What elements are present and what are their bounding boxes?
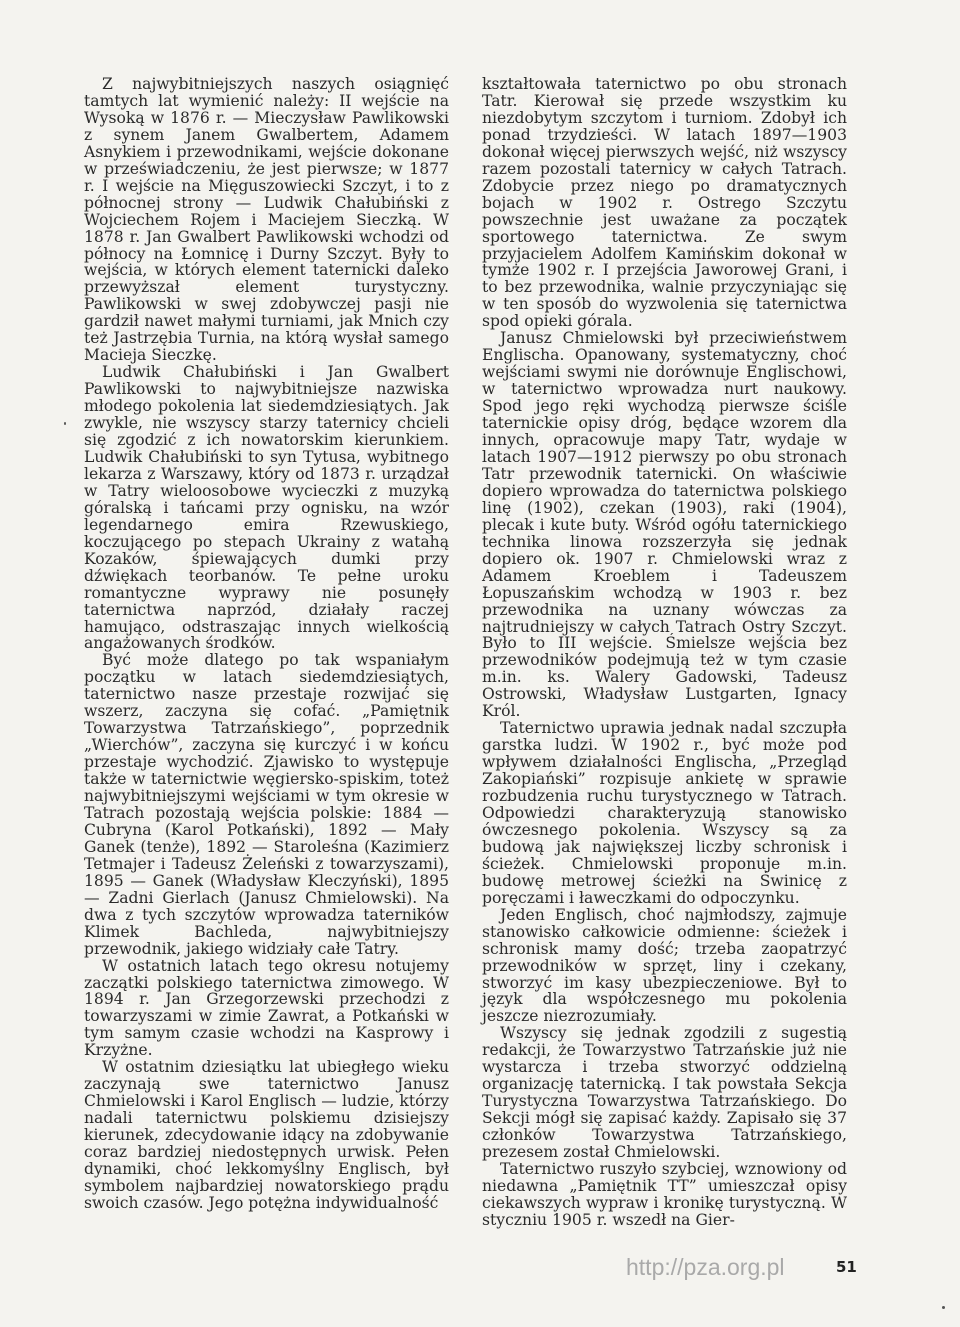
paragraph: Taternictwo uprawia jednak nadal szczupła garstka ludzi. W 1902 r., być może pod wpływem działalności Englischa, „Przegląd Zakopiański” rozpisuje ankietę w sprawie rozbudzenia ruchu turystycznego w Tatrach. Odpowiedzi charakteryzują stanowisko ówczesnego pokolenia. Wszyscy są za budową jak największej liczby schronisk i ścieżek. Chmielowski proponuje m.in. budowę metrowej ścieżki na Świnicę z poręczami i ławeczkami do odpoczynku. <box>482 719 847 907</box>
left-text-column <box>84 76 449 1212</box>
paragraph: W ostatnim dziesiątku lat ubiegłego wieku zaczynają swe taternictwo Janusz Chmielowski i Karol Englisch — ludzie, którzy nadali taternictwu polskiemu dzisiejszy kierunek, zdecydowanie idący na zdobywanie coraz bardziej niedostępnych urwisk. Pełen dynamiki, choć lekkomyślny Englisch, był symbolem najbardziej nowatorskiego prądu swoich czasów. Jego potężna indywidualność <box>84 1058 449 1212</box>
paragraph: Wszyscy się jednak zgodzili z sugestią redakcji, że Towarzystwo Tatrzańskie już nie wystarcza i trzeba stworzyć oddzielną organizację taternicką. I tak powstała Sekcja Turystyczna Towarzystwa Tatrzańskiego. Do Sekcji mógł się zapisać każdy. Zapisało się 37 członków Towarzystwa Tatrzańskiego, prezesem został Chmielowski. <box>482 1024 847 1162</box>
watermark-url: http://pza.org.pl <box>626 1254 785 1280</box>
right-text-column <box>482 76 847 1229</box>
paragraph: Z najwybitniejszych naszych osiągnięć tamtych lat wymienić należy: II wejście na Wysoką w 1876 r. — Mieczysław Pawlikowski z synem Janem Gwalbertem, Adamem Asnykiem i przewodnikami, wejście dokonane w przeświadczeniu, że jest pierwsze; w 1877 r. I wejście na Mięguszowiecki Szczyt, i to z północnej strony — Ludwik Chałubiński z Wojciechem Rojem i Maciejem Sieczką. W 1878 r. Jan Gwalbert Pawlikowski wchodzi od północy na Łomnicę i Durny Szczyt. Były to wejścia, w których element taternicki daleko przewyższał element turystyczny. Pawlikowski w swej zdobywczej pasji nie gardził nawet małymi turniami, jak Mnich czy też Jastrzębia Turnia, na którą wysłał samego Macieja Sieczkę. <box>84 75 449 365</box>
paragraph: kształtowała taternictwo po obu stronach Tatr. Kierował się przede wszystkim ku niezdobytym szczytom i turniom. Zdobył ich ponad trzydzieści. W latach 1897—1903 dokonał więcej pierwszych wejść, niż wszyscy razem pozostali taternicy w całych Tatrach. Zdobycie przez niego po dramatycznych bojach w 1902 r. Ostrego Szczytu powszechnie jest uważane za początek sportowego taternictwa. Ze swym przyjacielem Adolfem Kamińskim dokonał w tymże 1902 r. I przejścia Jaworowej Grani, i to bez przewodnika, walnie przyczyniając się w ten sposób do wyzwolenia się taternictwa spod opieki górala. <box>482 75 847 331</box>
paragraph: Janusz Chmielowski był przeciwieństwem Englischa. Opanowany, systematyczny, choć wejściami swymi nie dorównuje Englischowi, w taternictwo wprowadza nurt naukowy. Spod jego ręki wychodzą pierwsze ściśle taternickie opisy dróg, będące wzorem dla innych, opracowuje mapy Tatr, wydaje w latach 1907—1912 pierwszy po obu stronach Tatr przewodnik taternicki. On właściwie dopiero wprowadza do taternictwa polskiego linę (1902), czekan (1903), raki (1904), plecak i kute buty. Wśród ogółu taternickiego technika linowa rozszerzyła się jednak dopiero ok. 1907 r. Chmielowski wraz z Adamem Kroeblem i Tadeuszem Łopuszańskim wchodzą w 1903 r. bez przewodnika na uznany wówczas za najtrudniejszy w całych Tatrach Ostry Szczyt. Było to III wejście. Śmielsze wejścia bez przewodników podejmują też w tym czasie m.in. ks. Walery Gadowski, Tadeusz Ostrowski, Władysław Lustgarten, Ignacy Król. <box>482 329 847 721</box>
page-number: 51 <box>836 1258 857 1276</box>
paragraph: Taternictwo ruszyło szybciej, wznowiony od niedawna „Pamiętnik TT” umieszczał opisy ciekawszych wypraw i kronikę turystyczną. W styczniu 1905 r. wszedł na Gier- <box>482 1160 847 1229</box>
paragraph: Jeden Englisch, choć najmłodszy, zajmuje stanowisko całkowicie odmienne: ścieżek i schronisk mamy dość; trzeba zaopatrzyć przewodników w sprzęt, liny i czekany, stworzyć im kasy ubezpieczeniowe. Był to język dla współczesnego mu pokolenia jeszcze niezrozumiały. <box>482 905 847 1026</box>
paragraph: Ludwik Chałubiński i Jan Gwalbert Pawlikowski to najwybitniejsze nazwiska młodego pokolenia lat siedemdziesiątych. Jak zwykle, nie wszyscy starzy taternicy chcieli się zgodzić z ich nowatorskim kierunkiem. Ludwik Chałubiński to syn Tytusa, wybitnego lekarza z Warszawy, który od 1873 r. urządzał w Tatry wieloosobowe wycieczki z muzyką góralską i tańcami przy ognisku, na wzór legendarnego emira Rzewuskiego, koczującego po stepach Ukrainy z watahą Kozaków, śpiewających dumki przy dźwiękach teorbanów. Te pełne uroku romantyczne wyprawy nie posunęły taternictwa naprzód, działały raczej hamująco, odstraszając innych wielkością angażowanych środków. <box>84 363 449 653</box>
scan-speck <box>64 422 66 425</box>
paragraph: W ostatnich latach tego okresu notujemy zaczątki polskiego taternictwa zimowego. W 1894 r. Jan Grzegorzewski przechodzi z towarzyszami w zimie Zawrat, a Potkański w tym samym czasie wchodzi na Kasprowy i Krzyżne. <box>84 956 449 1060</box>
paragraph: Być może dlatego po tak wspaniałym początku w latach siedemdziesiątych, taternictwo nasze przestaje rozwijać się wszerz, zaczyna się cofać. „Pamiętnik Towarzystwa Tatrzańskiego”, poprzednik „Wierchów”, zaczyna się kurczyć i w końcu przestaje wychodzić. Zjawisko to występuje także w taternictwie węgiersko-spiskim, toteż najwybitniejszymi wejściami w tym okresie w Tatrach pozostają wejścia polskie: 1884 — Cubryna (Karol Potkański), 1892 — Mały Ganek (tenże), 1892 — Staroleśna (Kazimierz Tetmajer i Tadeusz Żeleński z towarzyszami), 1895 — Ganek (Władysław Kleczyński), 1895 — Zadni Gierlach (Janusz Chmielowski). Na dwa z tych szczytów wprowadza taterników Klimek Bachleda, najwybitniejszy przewodnik, jakiego widziały całe Tatry. <box>84 651 449 958</box>
scan-speck <box>942 1306 945 1309</box>
